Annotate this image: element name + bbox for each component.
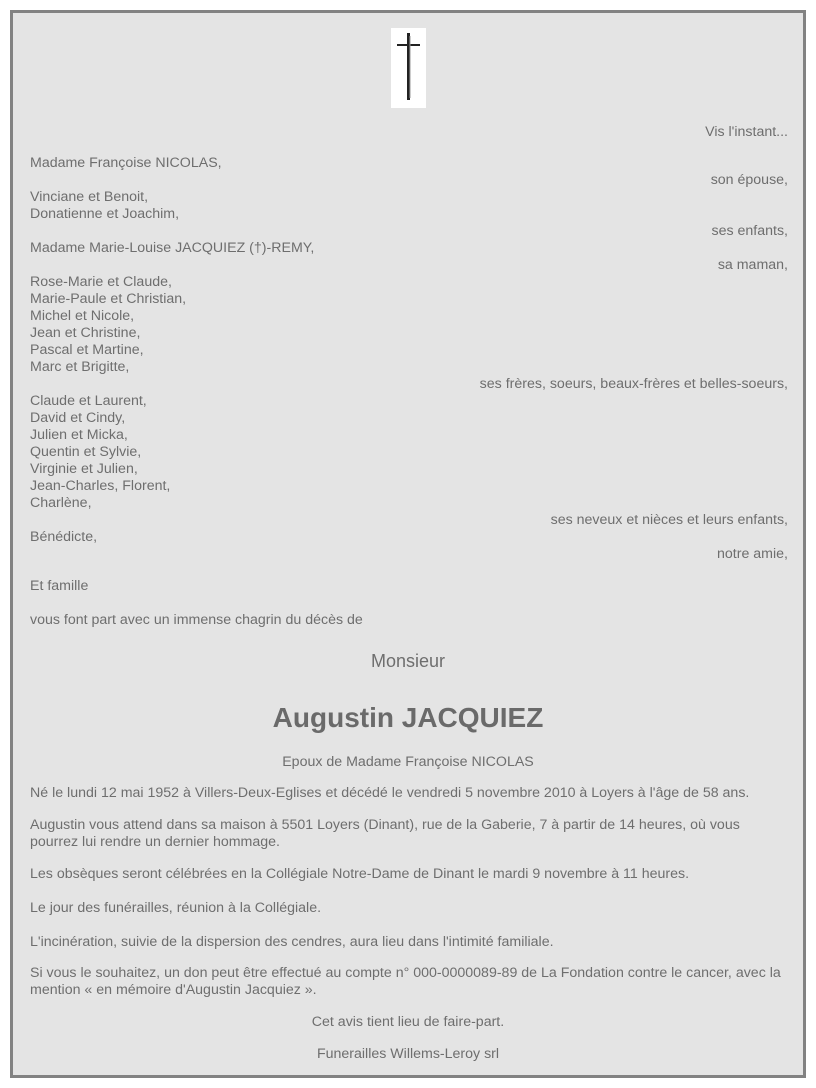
- mother-role: sa maman,: [717, 257, 788, 273]
- children-role: ses enfants,: [711, 223, 788, 239]
- donation-text: Si vous le souhaitez, un don peut être effectué au compte n° 000-0000089-89 de La Fondation contre le cancer, avec la mention « en mémoire d'Augustin Jacquiez ».: [30, 965, 781, 998]
- vis-instant: Vis l'instant...: [705, 124, 788, 140]
- funeral-text: Les obsèques seront célébrées en la Collégiale Notre-Dame de Dinant le mardi 9 novembre à 11 heures.: [30, 866, 690, 882]
- nephew-line: Virginie et Julien,: [30, 461, 138, 477]
- wife-name: Madame Françoise NICOLAS,: [30, 155, 222, 171]
- siblings-role: ses frères, soeurs, beaux-frères et belles-soeurs,: [479, 376, 788, 392]
- nephew-line: Julien et Micka,: [30, 427, 128, 443]
- sibling-line: Pascal et Martine,: [30, 342, 144, 358]
- announcement-intro: vous font part avec un immense chagrin du décès de: [30, 612, 363, 628]
- friend-role: notre amie,: [717, 546, 788, 562]
- nephew-line: Claude et Laurent,: [30, 393, 147, 409]
- obituary-card: [10, 10, 806, 1078]
- cross-image: [391, 28, 426, 108]
- nephew-line: Quentin et Sylvie,: [30, 444, 142, 460]
- sibling-line: Marc et Brigitte,: [30, 359, 130, 375]
- cremation-text: L'incinération, suivie de la dispersion des cendres, aura lieu dans l'intimité familiale.: [30, 934, 554, 950]
- spouse-line: Epoux de Madame Françoise NICOLAS: [282, 754, 534, 770]
- latin-cross-icon: [391, 28, 426, 108]
- notice-text: Cet avis tient lieu de faire-part.: [311, 1014, 505, 1030]
- honorific-title: Monsieur: [370, 651, 446, 671]
- nephew-line: Jean-Charles, Florent,: [30, 478, 171, 494]
- sibling-line: Michel et Nicole,: [30, 308, 135, 324]
- mother-name: Madame Marie-Louise JACQUIEZ (†)-REMY,: [30, 240, 315, 256]
- nephews-role: ses neveux et nièces et leurs enfants,: [550, 512, 788, 528]
- wife-role: son épouse,: [710, 172, 788, 188]
- et-famille: Et famille: [30, 578, 89, 594]
- visitation-text: Augustin vous attend dans sa maison à 5501 Loyers (Dinant), rue de la Gaberie, 7 à partir de 14 heures, où vous pourrez lui rendre un dernier hommage.: [30, 817, 740, 850]
- nephew-line: David et Cindy,: [30, 410, 126, 426]
- birth-death-text: Né le lundi 12 mai 1952 à Villers-Deux-Eglises et décédé le vendredi 5 novembre 2010 à Loyers à l'âge de 58 ans.: [30, 785, 750, 801]
- deceased-name: Augustin JACQUIEZ: [272, 702, 544, 733]
- sibling-line: Rose-Marie et Claude,: [30, 274, 172, 290]
- reunion-text: Le jour des funérailles, réunion à la Collégiale.: [30, 900, 322, 916]
- child-line: Donatienne et Joachim,: [30, 206, 180, 222]
- funeral-home: Funerailles Willems-Leroy srl: [316, 1046, 500, 1062]
- nephew-line: Charlène,: [30, 495, 92, 511]
- child-line: Vinciane et Benoit,: [30, 189, 149, 205]
- friend-name: Bénédicte,: [30, 529, 98, 545]
- sibling-line: Jean et Christine,: [30, 325, 141, 341]
- sibling-line: Marie-Paule et Christian,: [30, 291, 187, 307]
